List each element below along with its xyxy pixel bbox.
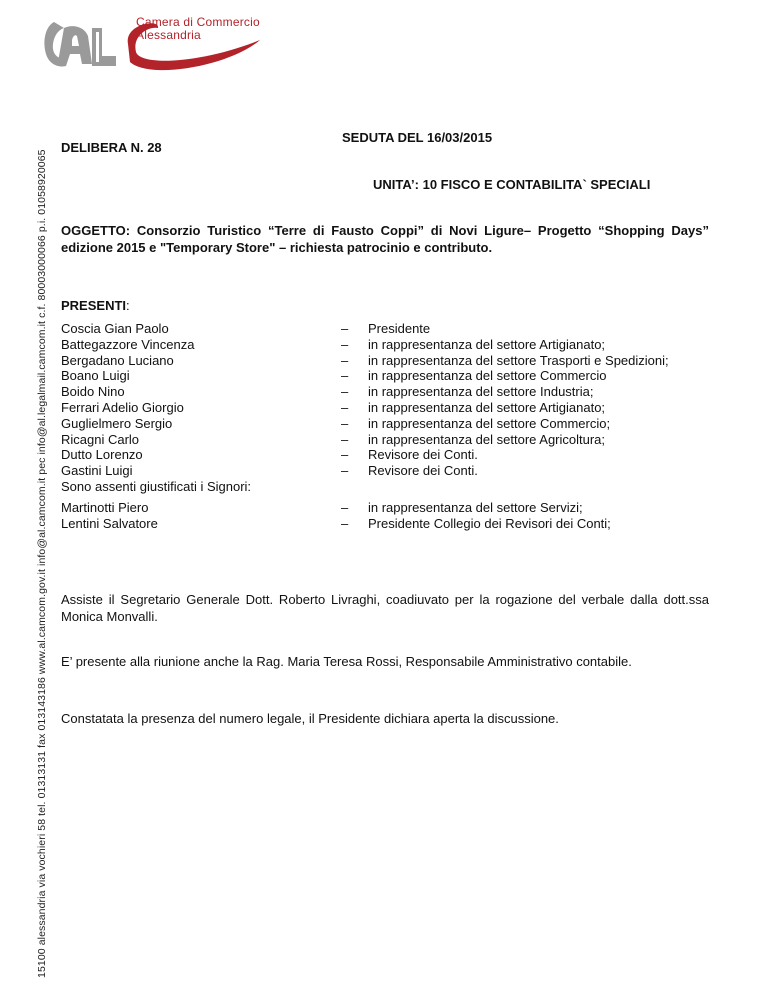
dash: – (341, 515, 349, 531)
member-role: in rappresentanza del settore Artigianato; (368, 399, 606, 415)
presenti-list (61, 321, 721, 479)
presenti-heading (61, 298, 130, 313)
dash: – (341, 447, 349, 463)
absent-row (61, 516, 721, 532)
member-row (61, 416, 721, 432)
contact-sidebar: 15100 alessandria via vochieri 58 tel. 01313131 fax 013143186 www.al.camcom.gov.it info@al.camcom.it pec info@al.legalmail.camcom.it c.f. 80003000066 p.i. 01058920065 (36, 149, 48, 978)
member-name: Ricagni Carlo (61, 431, 140, 447)
member-name: Boido Nino (61, 384, 125, 400)
member-name: Lentini Salvatore (61, 515, 158, 531)
org-name-line1: Camera di Commercio (136, 15, 260, 29)
member-row (61, 368, 721, 384)
org-name-line2: Alessandria (136, 28, 201, 42)
dash: – (341, 431, 349, 447)
dash: – (341, 336, 349, 352)
member-row (61, 432, 721, 448)
presenti-colon: : (126, 298, 130, 313)
member-role: in rappresentanza del settore Commercio (368, 368, 607, 384)
dash: – (341, 352, 349, 368)
member-row (61, 400, 721, 416)
presenti-label: PRESENTI (61, 298, 127, 313)
member-role: in rappresentanza del settore Agricoltura; (368, 431, 606, 447)
member-role: Revisore dei Conti. (368, 463, 478, 479)
dash: – (341, 321, 349, 336)
member-name: Dutto Lorenzo (61, 447, 143, 463)
dash: – (341, 399, 349, 415)
member-name: Martinotti Piero (61, 500, 149, 515)
member-name: Guglielmero Sergio (61, 415, 173, 431)
quorum-paragraph: Constatata la presenza del numero legale, il Presidente dichiara aperta la discussione. (61, 711, 559, 726)
member-row (61, 353, 721, 369)
member-role: Presidente (368, 321, 431, 336)
dash: – (341, 415, 349, 431)
dash: – (341, 463, 349, 479)
member-role: in rappresentanza del settore Commercio; (368, 415, 611, 431)
assenti-list (61, 500, 721, 532)
member-row (61, 384, 721, 400)
assenti-heading: Sono assenti giustificati i Signori: (61, 479, 252, 494)
org-name (136, 16, 260, 42)
delibera-number: DELIBERA N. 28 (61, 140, 162, 155)
member-row (61, 447, 721, 463)
dash: – (341, 384, 349, 400)
logo-monogram-highlight (96, 32, 99, 62)
seduta-date: SEDUTA DEL 16/03/2015 (342, 130, 493, 145)
member-role: in rappresentanza del settore Servizi; (368, 500, 583, 515)
member-role: Presidente Collegio dei Revisori dei Conti; (368, 515, 611, 531)
accountant-paragraph: E’ presente alla riunione anche la Rag. Maria Teresa Rossi, Responsabile Amministrativo contabile. (61, 654, 632, 669)
member-name: Boano Luigi (61, 368, 130, 384)
member-name: Ferrari Adelio Giorgio (61, 399, 184, 415)
absent-row (61, 500, 721, 516)
dash: – (341, 500, 349, 515)
member-name: Coscia Gian Paolo (61, 321, 169, 336)
member-row (61, 337, 721, 353)
member-name: Battegazzore Vincenza (61, 336, 195, 352)
dash: – (341, 368, 349, 384)
member-name: Bergadano Luciano (61, 352, 174, 368)
secretary-paragraph: Assiste il Segretario Generale Dott. Roberto Livraghi, coadiuvato per la rogazione del verbale dalla dott.ssa Monica Monvalli. (61, 592, 709, 624)
logo-monogram (44, 22, 116, 67)
member-role: Revisore dei Conti. (368, 447, 478, 463)
unita-label: UNITA’: 10 FISCO E CONTABILITA` SPECIALI (373, 177, 651, 192)
member-name: Gastini Luigi (61, 463, 133, 479)
member-role: in rappresentanza del settore Trasporti e Spedizioni; (368, 352, 669, 368)
member-row (61, 463, 721, 479)
oggetto-subject: OGGETTO: Consorzio Turistico “Terre di Fausto Coppi” di Novi Ligure– Progetto “Shopping Days” edizione 2015 e "Temporary Store" – richiesta patrocinio e contributo. (61, 223, 709, 255)
member-role: in rappresentanza del settore Artigianato; (368, 336, 606, 352)
member-role: in rappresentanza del settore Industria; (368, 384, 594, 400)
member-row (61, 321, 721, 337)
